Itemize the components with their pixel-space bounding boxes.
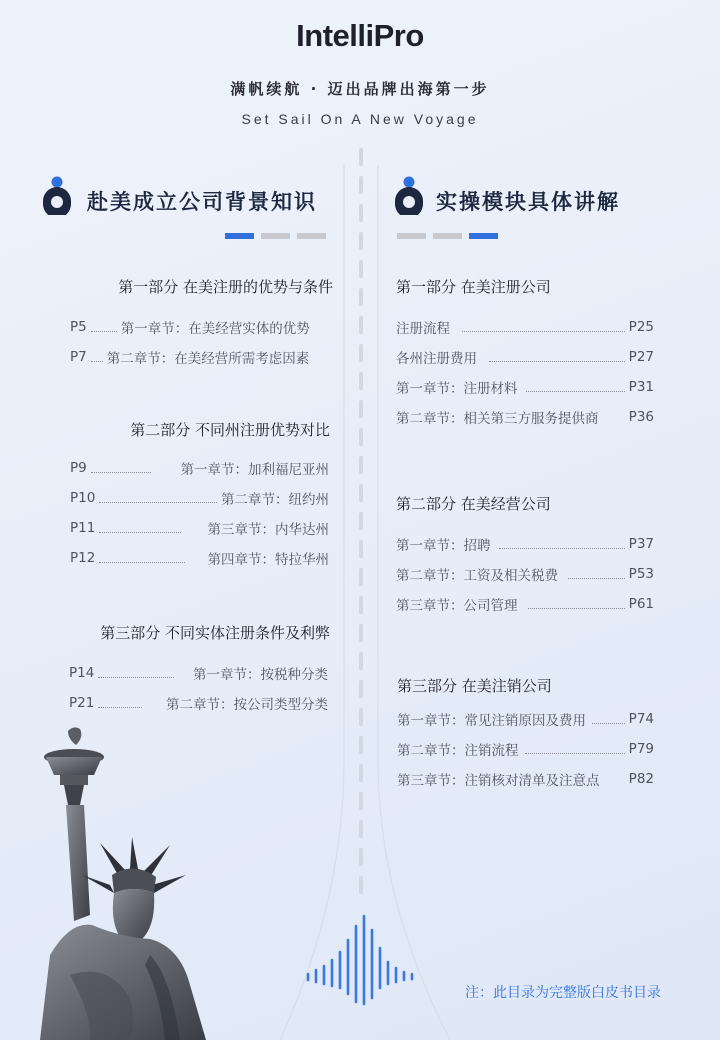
toc-entry[interactable]	[69, 693, 328, 713]
brand-logo: IntelliPro	[296, 18, 424, 53]
toc-label: 第一章节：常见注销原因及费用	[397, 713, 586, 729]
toc-page: P9	[70, 460, 87, 476]
toc-page: P14	[69, 665, 95, 681]
toc-entry[interactable]	[397, 739, 654, 759]
toc-entry[interactable]	[70, 347, 332, 367]
toc-entry[interactable]	[396, 564, 654, 584]
toc-page: P31	[628, 379, 654, 395]
toc-label: 第二章节：在美经营所需考虑因素	[106, 351, 310, 367]
toc-page: P21	[69, 695, 95, 711]
toc-page: P7	[70, 349, 87, 365]
toc-page: P74	[628, 711, 654, 727]
toc-entry[interactable]	[396, 317, 654, 337]
right-section-indicator	[397, 233, 498, 239]
footer-note: 注：此目录为完整版白皮书目录	[465, 985, 661, 1001]
toc-page: P5	[70, 319, 87, 335]
toc-label: 第二章节：按公司类型分类	[166, 697, 328, 713]
toc-entry[interactable]	[396, 534, 654, 554]
toc-entry[interactable]	[70, 317, 332, 337]
toc-label: 第一章节：招聘	[396, 538, 491, 554]
toc-page: P11	[70, 520, 96, 536]
toc-page: P36	[628, 409, 654, 425]
left-part-3-title: 第三部分 不同实体注册条件及利弊	[100, 624, 330, 642]
toc-page: P82	[628, 771, 654, 787]
toc-label: 第二章节：工资及相关税费	[396, 568, 558, 584]
toc-label: 各州注册费用	[396, 351, 477, 367]
left-section-indicator	[225, 233, 326, 239]
right-part-2-title: 第二部分 在美经营公司	[396, 495, 551, 513]
toc-entry[interactable]	[397, 709, 654, 729]
toc-entry[interactable]	[70, 518, 329, 538]
toc-entry[interactable]	[70, 488, 329, 508]
toc-entry[interactable]	[396, 347, 654, 367]
toc-entry[interactable]	[70, 548, 329, 568]
toc-label: 第三章节：公司管理	[396, 598, 518, 614]
toc-page: P37	[628, 536, 654, 552]
toc-page: P79	[628, 741, 654, 757]
toc-label: 第四章节：特拉华州	[207, 552, 329, 568]
toc-label: 第一章节：在美经营实体的优势	[120, 321, 310, 337]
statue-of-liberty-image	[30, 725, 220, 1040]
toc-label: 注册流程	[396, 321, 450, 337]
toc-label: 第三章节：注销核对清单及注意点	[397, 773, 600, 789]
left-part-1-title: 第一部分 在美注册的优势与条件	[118, 278, 333, 296]
toc-entry[interactable]	[397, 769, 654, 789]
toc-label: 第一章节：注册材料	[396, 381, 518, 397]
toc-entry[interactable]	[396, 377, 654, 397]
toc-label: 第一章节：按税种分类	[193, 667, 328, 683]
right-section-title: 实操模块具体讲解	[436, 190, 620, 214]
toc-label: 第二章节：相关第三方服务提供商	[396, 411, 599, 427]
toc-label: 第二章节：注销流程	[397, 743, 519, 759]
person-icon	[392, 175, 426, 215]
toc-page: P10	[70, 490, 96, 506]
tagline-english: Set Sail On A New Voyage	[241, 111, 479, 127]
toc-entry[interactable]	[396, 407, 654, 427]
tagline-chinese: 满帆续航 · 迈出品牌出海第一步	[230, 80, 490, 98]
toc-page: P27	[628, 349, 654, 365]
toc-label: 第一章节：加利福尼亚州	[180, 462, 329, 478]
left-part-2-title: 第二部分 不同州注册优势对比	[130, 421, 330, 439]
right-part-1-title: 第一部分 在美注册公司	[396, 278, 551, 296]
left-section-title: 赴美成立公司背景知识	[87, 190, 317, 214]
toc-page: P61	[628, 596, 654, 612]
toc-label: 第三章节：内华达州	[207, 522, 329, 538]
person-icon	[40, 175, 74, 215]
toc-entry[interactable]	[70, 458, 329, 478]
toc-entry[interactable]	[69, 663, 328, 683]
toc-page: P12	[70, 550, 96, 566]
toc-page: P25	[628, 319, 654, 335]
toc-label: 第二章节：纽约州	[221, 492, 329, 508]
sound-wave-graphic	[302, 912, 422, 1007]
toc-entry[interactable]	[396, 594, 654, 614]
right-part-3-title: 第三部分 在美注销公司	[397, 677, 552, 695]
toc-page: P53	[628, 566, 654, 582]
